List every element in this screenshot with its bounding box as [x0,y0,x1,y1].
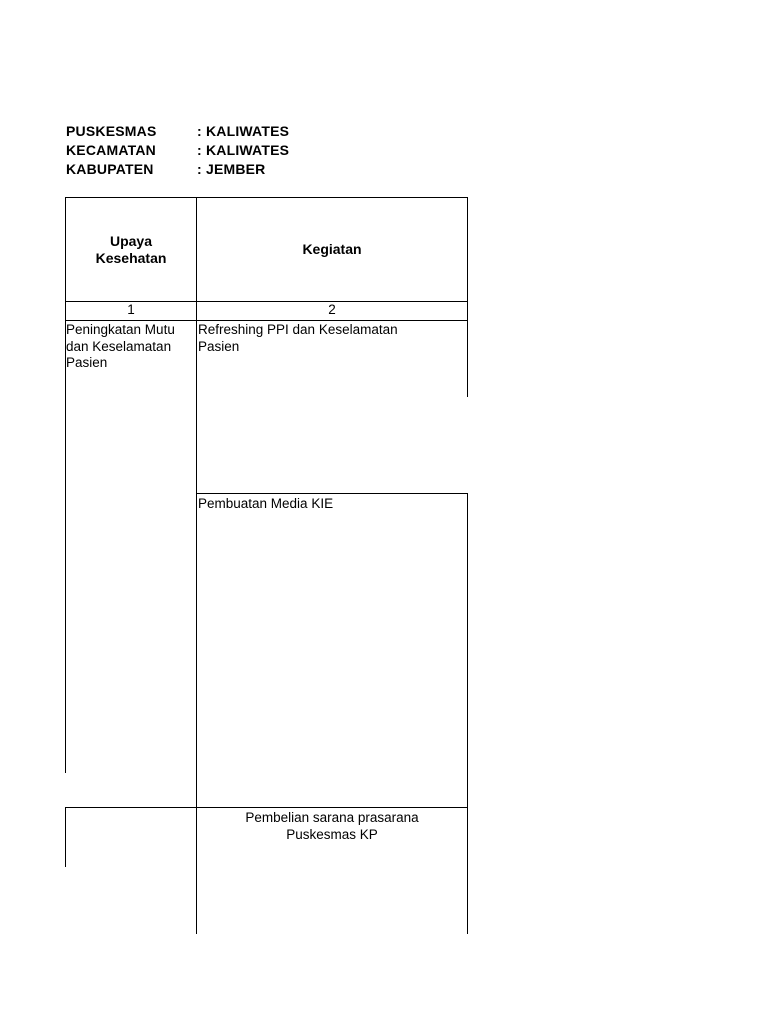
column-header-kegiatan [197,241,467,258]
table-border-right [467,493,468,934]
cell-line: Refreshing PPI dan Keselamatan [198,322,398,337]
table-row-divider [65,807,468,808]
kegiatan-cell-refreshing [198,322,466,355]
table-row-divider [196,493,468,494]
column-header-label: Kegiatan [302,241,362,257]
cell-line: Pembelian sarana prasarana [245,810,419,825]
table-border-left [65,807,66,867]
cell-line: Pasien [66,355,108,370]
cell-line: Peningkatan Mutu [66,322,175,337]
header-label: PUSKESMAS [66,123,157,139]
column-number-1: 1 [127,302,135,317]
header-value: : KALIWATES [197,142,290,158]
upaya-kesehatan-cell [66,322,196,372]
table-border-top [65,197,468,198]
column-header-upaya-kesehatan [66,233,196,266]
table-number-row-divider [65,320,468,321]
header-label: KECAMATAN [66,142,156,158]
header-label: KABUPATEN [66,161,154,177]
table-border-right [467,197,468,397]
column-header-line: Upaya [109,233,153,249]
cell-line: Pembuatan Media KIE [198,496,334,511]
header-value: : JEMBER [197,161,266,177]
column-header-line: Kesehatan [95,249,167,266]
header-row-puskesmas [66,122,289,141]
column-number-2: 2 [328,302,336,317]
header-row-kecamatan [66,141,289,160]
kegiatan-cell-media-kie [198,496,466,513]
cell-line: dan Keselamatan [66,338,172,354]
header-value: : KALIWATES [197,123,290,139]
cell-line: Puskesmas KP [286,826,378,842]
cell-line: Pasien [198,338,240,354]
table-border-left [65,197,66,773]
kegiatan-cell-sarana-prasarana [197,810,467,843]
header-row-kabupaten [66,160,266,179]
